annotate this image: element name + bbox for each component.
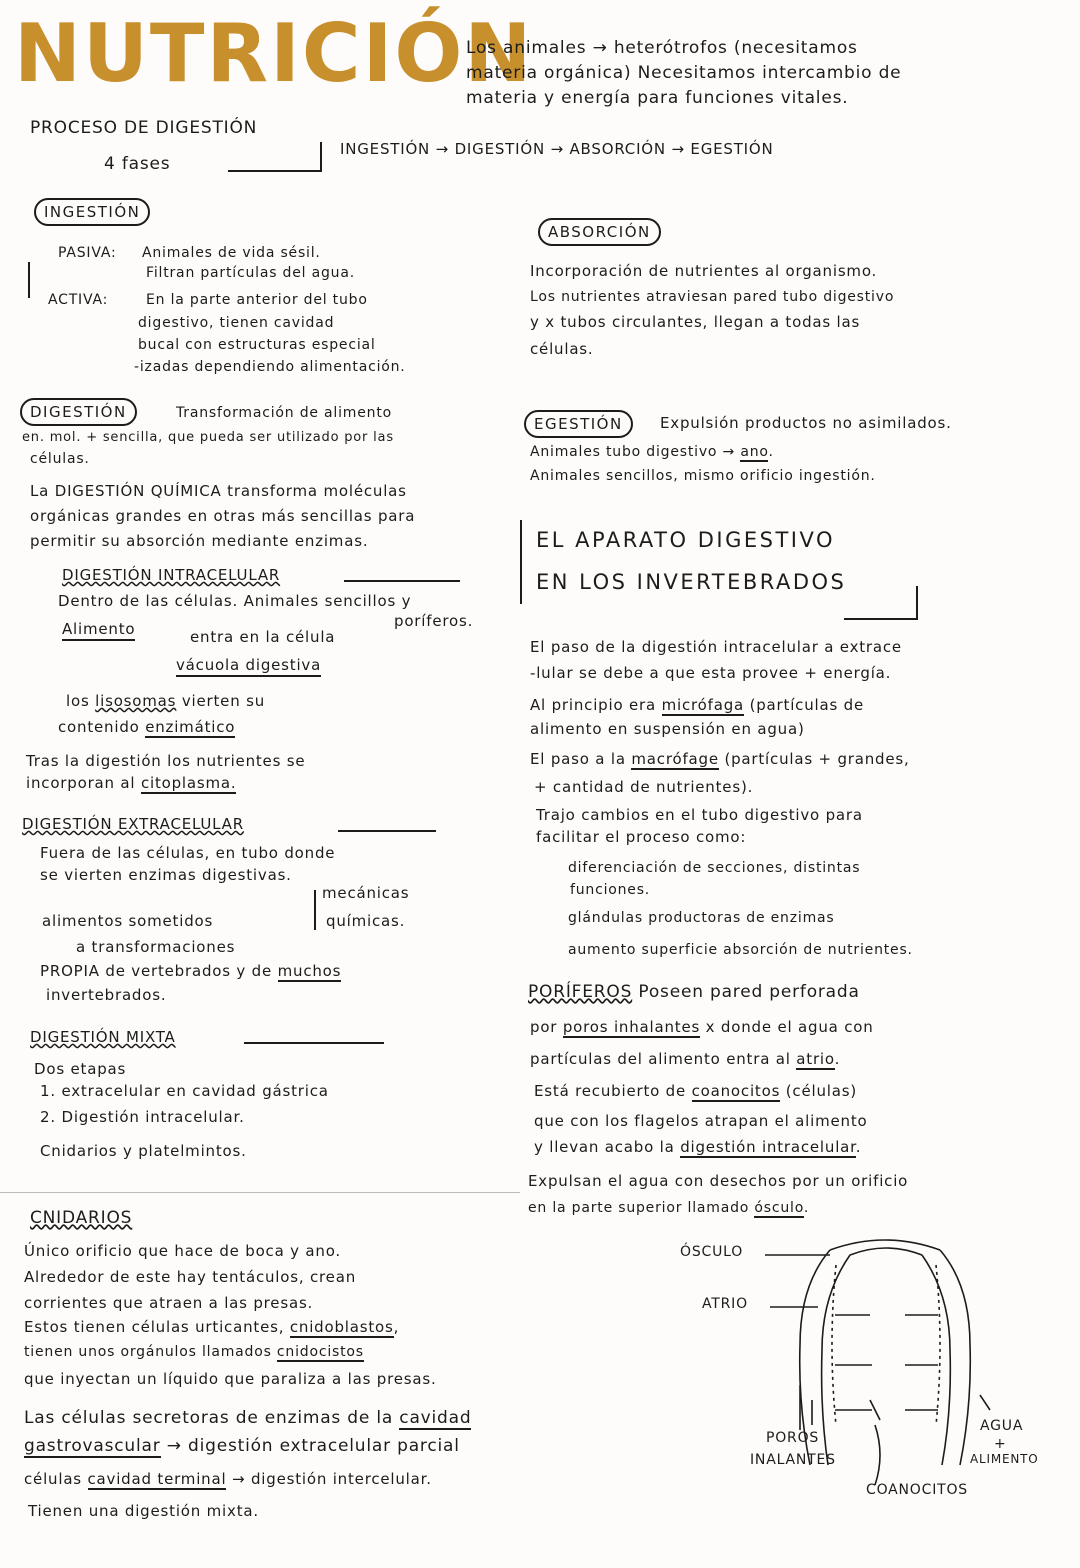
aparato-box-left — [520, 520, 522, 604]
diagram-agua-2: + — [994, 1436, 1007, 1452]
fases-connector-up — [320, 142, 322, 172]
cnidarios-l1: Único orificio que hace de boca y ano. — [24, 1242, 341, 1260]
aparato-trajo-1: Trajo cambios en el tubo digestivo para — [536, 806, 863, 824]
poriferos-l7: Expulsan el agua con desechos por un orificio — [528, 1172, 909, 1190]
extra-transf: a transformaciones — [76, 938, 236, 956]
intra-entra: entra en la célula — [190, 628, 336, 646]
mixta-heading: DIGESTIÓN MIXTA — [30, 1028, 176, 1046]
mixta-line-1: Dos etapas — [34, 1060, 127, 1078]
aparato-micro: Al principio era micrófaga (partículas de — [530, 696, 865, 714]
quimica-line-1: La DIGESTIÓN QUÍMICA transforma moléculas — [30, 482, 407, 500]
extra-heading-line — [338, 830, 436, 832]
mixta-line-3: 2. Digestión intracelular. — [40, 1108, 245, 1126]
absorcion-heading: ABSORCIÓN — [538, 218, 661, 246]
poriferos-l8: en la parte superior llamado ósculo. — [528, 1200, 810, 1216]
digestion-def-2: en. mol. + sencilla, que pueda ser utilizado por las — [22, 430, 394, 445]
pasiva-label: PASIVA: — [58, 245, 117, 261]
intro-line-2: materia orgánica) Necesitamos intercambio de — [466, 63, 902, 83]
poriferos-l5: que con los flagelos atrapan el alimento — [534, 1112, 868, 1130]
extra-heading: DIGESTIÓN EXTRACELULAR — [22, 815, 244, 833]
aparato-item-1b: funciones. — [570, 882, 651, 898]
ingestion-heading: INGESTIÓN — [34, 198, 150, 226]
cnidarios-l2: Alrededor de este hay tentáculos, crean — [24, 1268, 357, 1286]
sponge-diagram — [660, 1225, 1060, 1525]
poriferos-l2: por poros inhalantes x donde el agua con — [530, 1018, 874, 1036]
activa-label: ACTIVA: — [48, 292, 109, 308]
aparato-item-3: aumento superficie absorción de nutrientes. — [568, 942, 913, 958]
aparato-p1-2: -lular se debe a que esta provee + energía. — [530, 664, 892, 682]
pasiva-activa-arrow — [28, 262, 30, 298]
cnidarios-l10: Tienen una digestión mixta. — [28, 1502, 259, 1520]
extra-brace — [314, 890, 316, 930]
diagram-agua-1: AGUA — [980, 1418, 1024, 1434]
aparato-box-right — [916, 586, 918, 620]
mixta-line-2: 1. extracelular en cavidad gástrica — [40, 1082, 329, 1100]
diagram-atrio: ATRIO — [702, 1296, 748, 1312]
intra-lisosomas: los lisosomas vierten su — [66, 692, 265, 710]
intra-tras-1: Tras la digestión los nutrientes se — [26, 752, 306, 770]
pasiva-line-1: Animales de vida sésil. — [142, 245, 321, 261]
poriferos-l3: partículas del alimento entra al atrio. — [530, 1050, 841, 1068]
diagram-poros-2: INALANTES — [750, 1452, 836, 1468]
proceso-label: PROCESO DE DIGESTIÓN — [30, 118, 258, 138]
absorcion-line-3: y x tubos circulantes, llegan a todas las — [530, 313, 861, 331]
aparato-box-bottom — [844, 618, 918, 620]
diagram-osculo: ÓSCULO — [680, 1244, 744, 1260]
activa-line-1: En la parte anterior del tubo — [146, 292, 368, 308]
intra-vacuola: vácuola digestiva — [176, 656, 321, 677]
pasiva-line-2: Filtran partículas del agua. — [146, 265, 355, 281]
quimica-line-2: orgánicas grandes en otras más sencillas para — [30, 507, 416, 525]
extra-invert: invertebrados. — [46, 986, 167, 1004]
cnidarios-l6: que inyectan un líquido que paraliza a las presas. — [24, 1370, 437, 1388]
cnidarios-l8: gastrovascular → digestión extracelular parcial — [24, 1436, 460, 1456]
fases-connector — [228, 170, 320, 172]
intra-line-2: poríferos. — [394, 612, 474, 630]
intra-contenido: contenido enzimático — [58, 718, 236, 736]
intra-heading: DIGESTIÓN INTRACELULAR — [62, 566, 281, 584]
poriferos-heading: PORÍFEROS Poseen pared perforada — [528, 982, 860, 1002]
cnidarios-l4: Estos tienen células urticantes, cnidoblastos, — [24, 1318, 400, 1336]
aparato-item-2: glándulas productoras de enzimas — [568, 910, 835, 926]
poriferos-l4: Está recubierto de coanocitos (células) — [534, 1082, 857, 1100]
activa-line-3: bucal con estructuras especial — [138, 337, 376, 353]
aparato-title-2: EN LOS INVERTEBRADOS — [536, 570, 847, 594]
digestion-def-3: células. — [30, 451, 90, 467]
diagram-poros-1: POROS — [766, 1430, 820, 1446]
mixta-line-4: Cnidarios y platelmintos. — [40, 1142, 247, 1160]
intra-line-1: Dentro de las células. Animales sencillos y — [58, 592, 412, 610]
extra-sometidos: alimentos sometidos — [42, 912, 214, 930]
cnidarios-l7: Las células secretoras de enzimas de la cavidad — [24, 1408, 472, 1428]
intra-tras-2: incorporan al citoplasma. — [26, 774, 237, 792]
cnidarios-l9: células cavidad terminal → digestión intercelular. — [24, 1470, 432, 1488]
digestion-heading: DIGESTIÓN — [20, 398, 137, 426]
activa-line-2: digestivo, tienen cavidad — [138, 315, 335, 331]
diagram-agua-3: ALIMENTO — [970, 1452, 1039, 1466]
aparato-p1-1: El paso de la digestión intracelular a extrace — [530, 638, 902, 656]
aparato-macro: El paso a la macrófage (partículas + grandes, — [530, 750, 910, 768]
extra-mecanicas: mecánicas — [322, 884, 410, 902]
digestion-def-1: Transformación de alimento — [176, 405, 392, 421]
aparato-micro-2: alimento en suspensión en agua) — [530, 720, 805, 738]
page-title: NUTRICIÓN — [14, 7, 534, 100]
mixta-heading-line — [244, 1042, 384, 1044]
egestion-heading: EGESTIÓN — [524, 410, 633, 438]
proceso-fases: 4 fases — [104, 154, 171, 174]
cnidarios-l5: tienen unos orgánulos llamados cnidocistos — [24, 1344, 364, 1360]
extra-line-1: Fuera de las células, en tubo donde — [40, 844, 336, 862]
proceso-flow: INGESTIÓN → DIGESTIÓN → ABSORCIÓN → EGESTIÓN — [340, 140, 774, 158]
intra-alimento: Alimento — [62, 620, 135, 641]
absorcion-line-2: Los nutrientes atraviesan pared tubo digestivo — [530, 289, 895, 305]
quimica-line-3: permitir su absorción mediante enzimas. — [30, 532, 369, 550]
intro-line-3: materia y energía para funciones vitales. — [466, 88, 849, 108]
egestion-line-2: Animales tubo digestivo → ano. — [530, 444, 774, 460]
absorcion-line-1: Incorporación de nutrientes al organismo. — [530, 262, 878, 280]
extra-propia: PROPIA de vertebrados y de muchos — [40, 962, 342, 980]
intro-line-1: Los animales → heterótrofos (necesitamos — [466, 38, 858, 58]
cnidarios-divider — [0, 1192, 520, 1193]
activa-line-4: -izadas dependiendo alimentación. — [134, 359, 406, 375]
aparato-macro-2: + cantidad de nutrientes). — [534, 778, 754, 796]
intra-heading-line — [344, 580, 460, 582]
absorcion-line-4: células. — [530, 340, 594, 358]
poriferos-l6: y llevan acabo la digestión intracelular. — [534, 1138, 862, 1156]
extra-quimicas: químicas. — [326, 912, 406, 930]
cnidarios-heading: CNIDARIOS — [30, 1208, 133, 1228]
extra-line-2: se vierten enzimas digestivas. — [40, 866, 292, 884]
diagram-coanocitos: COANOCITOS — [866, 1482, 968, 1498]
aparato-item-1: diferenciación de secciones, distintas — [568, 860, 861, 876]
egestion-def: Expulsión productos no asimilados. — [660, 414, 952, 432]
egestion-line-3: Animales sencillos, mismo orificio ingestión. — [530, 468, 876, 484]
aparato-trajo-2: facilitar el proceso como: — [536, 828, 747, 846]
aparato-title-1: EL APARATO DIGESTIVO — [536, 528, 835, 552]
cnidarios-l3: corrientes que atraen a las presas. — [24, 1294, 314, 1312]
